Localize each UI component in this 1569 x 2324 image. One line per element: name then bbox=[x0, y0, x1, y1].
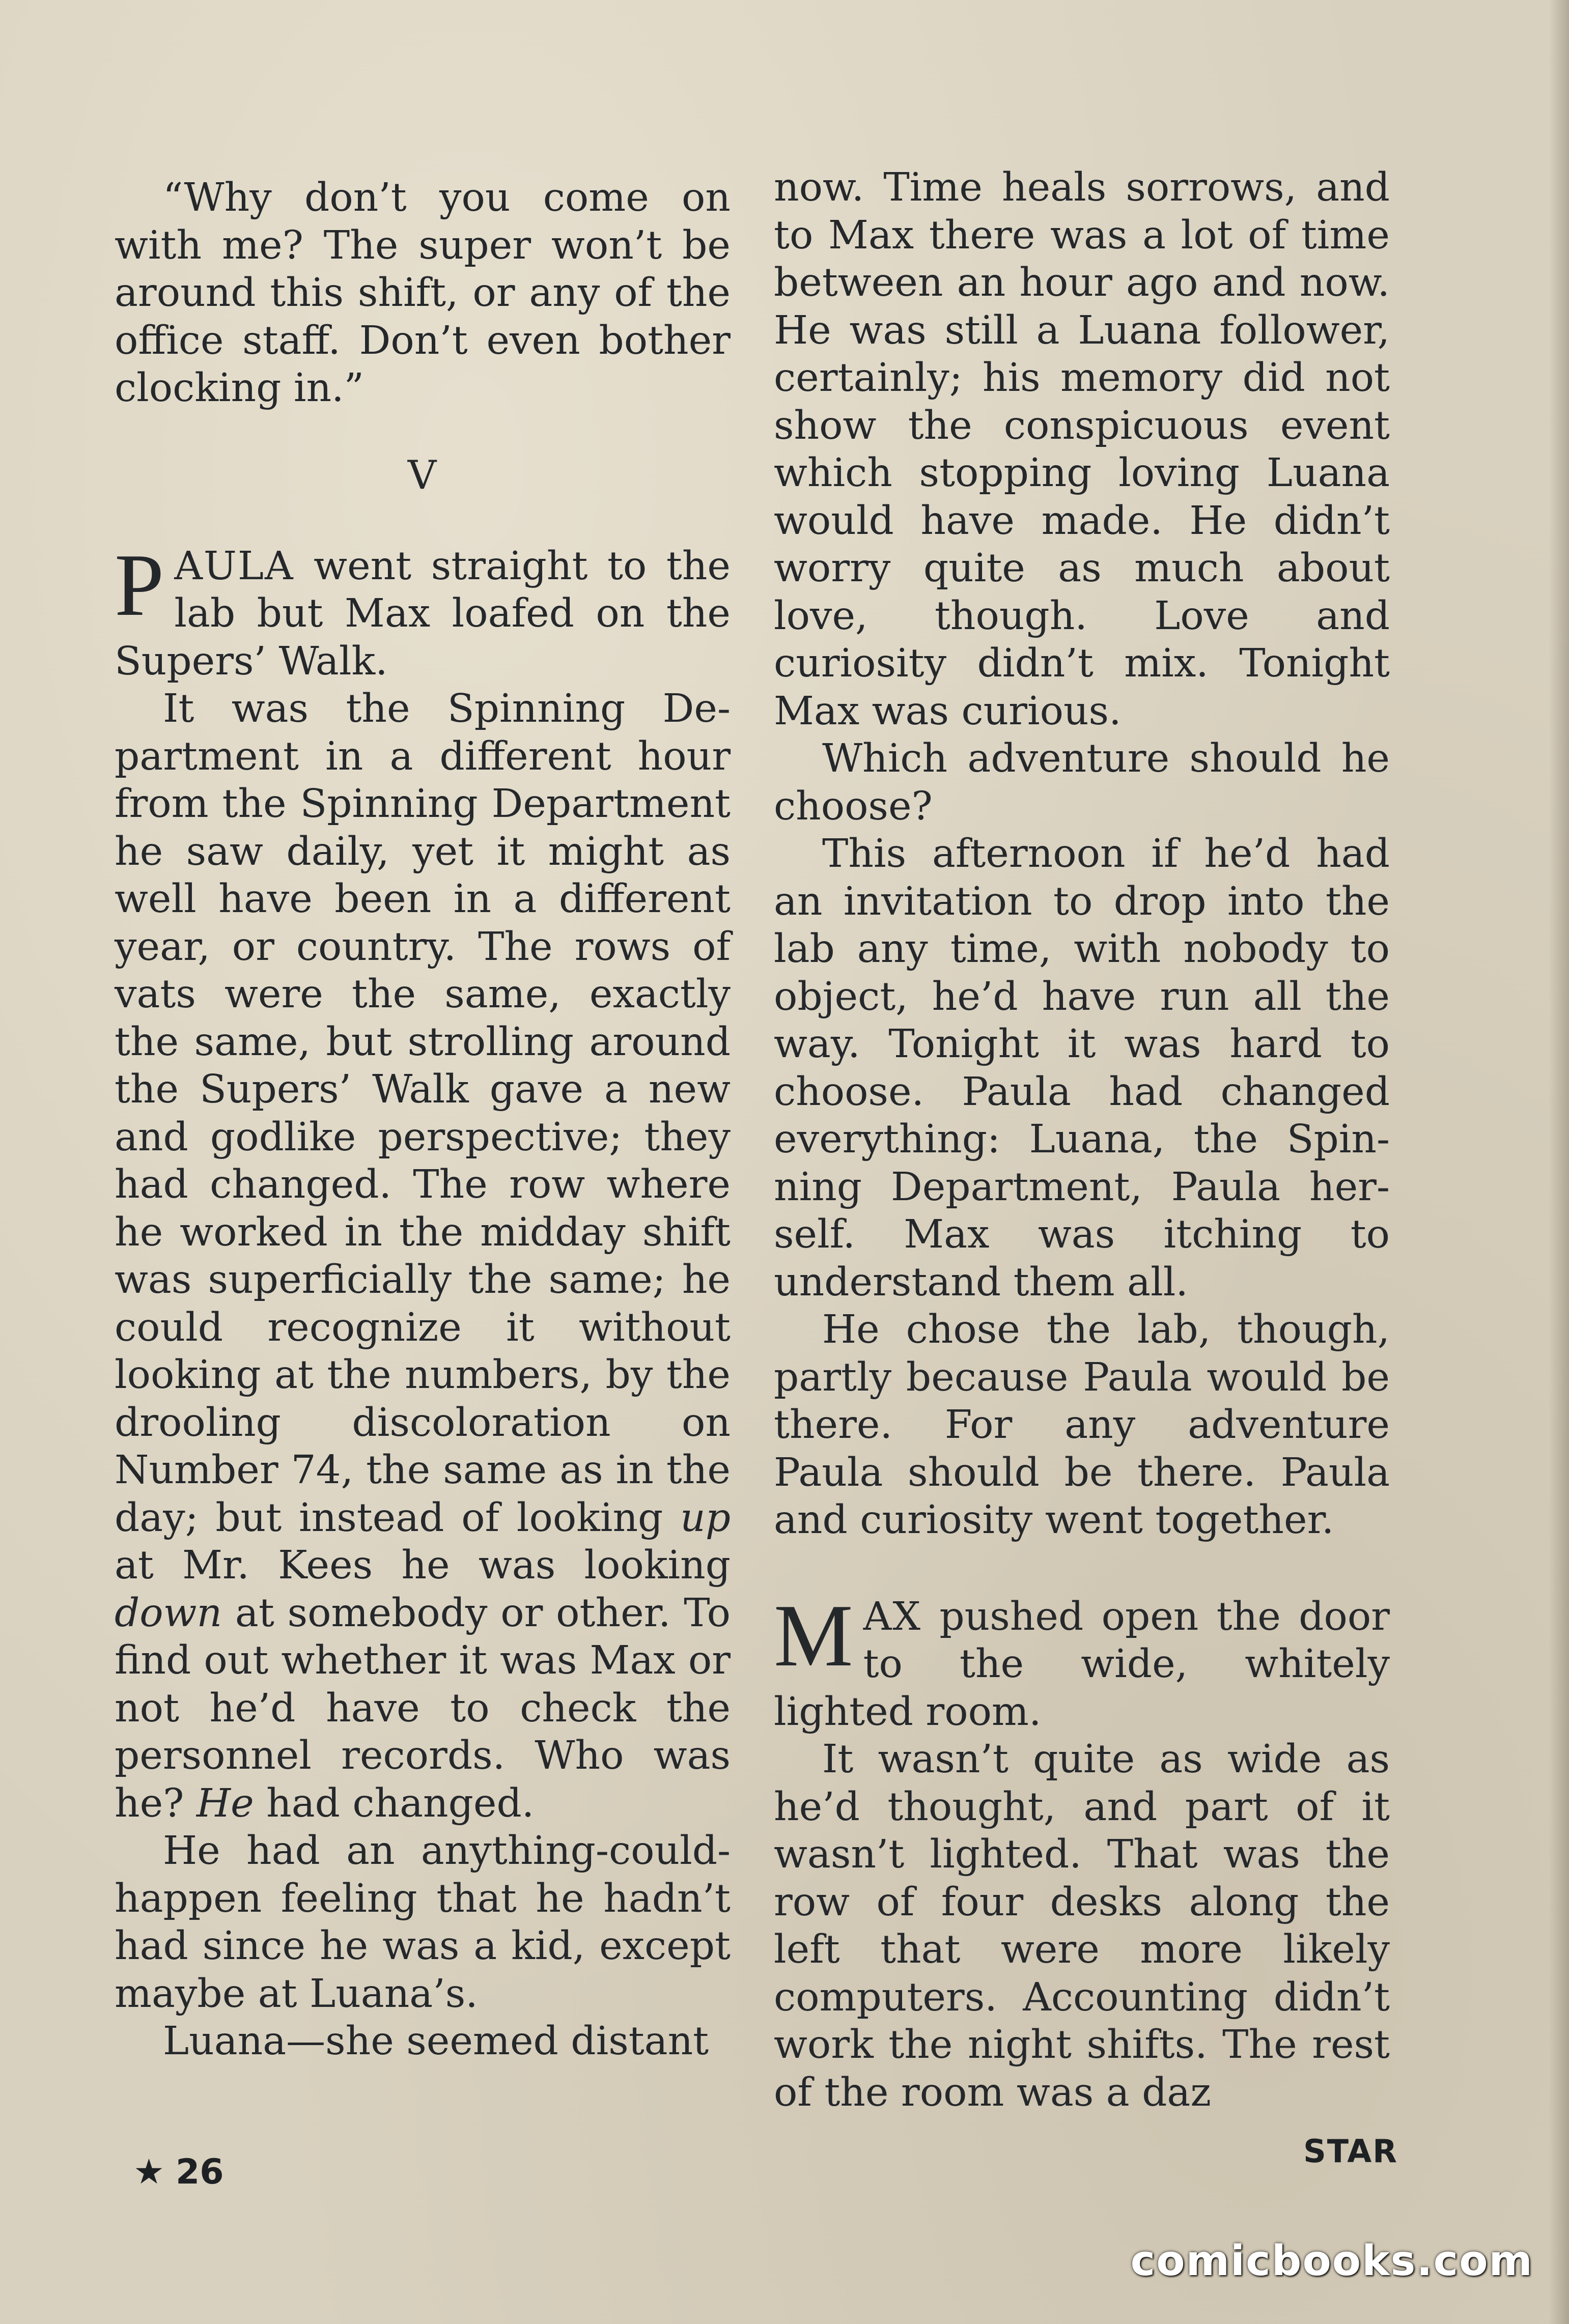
star-icon: ★ bbox=[133, 2152, 164, 2192]
page-edge-shadow bbox=[1549, 0, 1569, 2324]
small-caps-lead: AX bbox=[863, 1594, 922, 1639]
paragraph: Which adventure should he choose? bbox=[774, 736, 1390, 829]
left-text-column bbox=[115, 174, 731, 2065]
paragraph: now. Time heals sorrows, and to Max there was a lot of time between an hour ago and now. He was still a Luana follower, certainly; his memory did not show the conspicuous event which stopping loving Luana would have made. He didn’t worry quite as much about love, though. Love and curiosity didn’t mix. Tonight Max was curious. bbox=[774, 165, 1390, 734]
right-text-column bbox=[774, 164, 1390, 2116]
emphasis: up bbox=[680, 1495, 731, 1541]
drop-cap: P bbox=[115, 535, 164, 634]
page-number: 26 bbox=[175, 2152, 224, 2192]
small-caps-lead: AULA bbox=[174, 543, 294, 589]
magazine-name: STAR bbox=[1303, 2133, 1398, 2170]
emphasis: down bbox=[115, 1590, 222, 1636]
paragraph: “Why don’t you come on with me? The super won’t be around this shift, or any of the office staff. Don’t even bother clocking in.” bbox=[115, 175, 731, 411]
paragraph-text: went straight to the lab but Max loafed on the Supers’ Walk. bbox=[115, 543, 731, 684]
paragraph: It wasn’t quite as wide as he’d thought, and part of it wasn’t lighted. That was the row of four desks along the left that were more likely computers. Accounting didn’t work the night shifts. The rest of the room was a daz bbox=[774, 1737, 1390, 2115]
section-numeral: V bbox=[407, 452, 438, 498]
page-folio bbox=[133, 2152, 224, 2192]
paragraph-text: pushed open the door to the wide, whitely lighted room. bbox=[774, 1594, 1390, 1735]
drop-cap: M bbox=[774, 1585, 853, 1685]
paragraph-text: It was the Spinning Department in a different hour from the Spinning Department he saw daily, yet it might as well have been in a different year, or country. The rows of vats were the same, exactly the same, but strolling around the Supers’ Walk gave a new and godlike perspective; they had changed. The row where he worked in the midday shift was superficially the same; he could recognize it without looking at the numbers, by the drooling discoloration on Number 74, the same as in the day; but instead of looking bbox=[115, 686, 731, 1541]
emphasis: He bbox=[196, 1780, 254, 1826]
paragraph: Luana—she seemed distant bbox=[163, 2019, 709, 2064]
paragraph bbox=[115, 685, 731, 1827]
site-watermark: comicbooks.com bbox=[1130, 2237, 1533, 2285]
paragraph-text: at somebody or other. To find out whether it was Max or not he’d have to check the personnel records. Who was he? bbox=[115, 1590, 731, 1826]
paragraph: He chose the lab, though, partly because Paula would be there. For any adventure Paula should be there. Paula and curiosity went together. bbox=[774, 1307, 1390, 1543]
paragraph: He had an anything-could-happen feeling that he hadn’t had since he was a kid, except maybe at Luana’s. bbox=[115, 1828, 731, 2017]
paragraph-with-dropcap bbox=[774, 1585, 1390, 1736]
paragraph: This afternoon if he’d had an invitation to drop into the lab any time, with nobody to object, he’d have run all the way. Tonight it was hard to choose. Paula had changed everything: Luana, the Spinning Department, Paula herself. Max was itching to understand them all. bbox=[774, 831, 1390, 1305]
paragraph-text: had changed. bbox=[254, 1780, 535, 1826]
paragraph-text: at Mr. Kees he was looking bbox=[115, 1543, 731, 1588]
paragraph-with-dropcap bbox=[115, 535, 731, 686]
